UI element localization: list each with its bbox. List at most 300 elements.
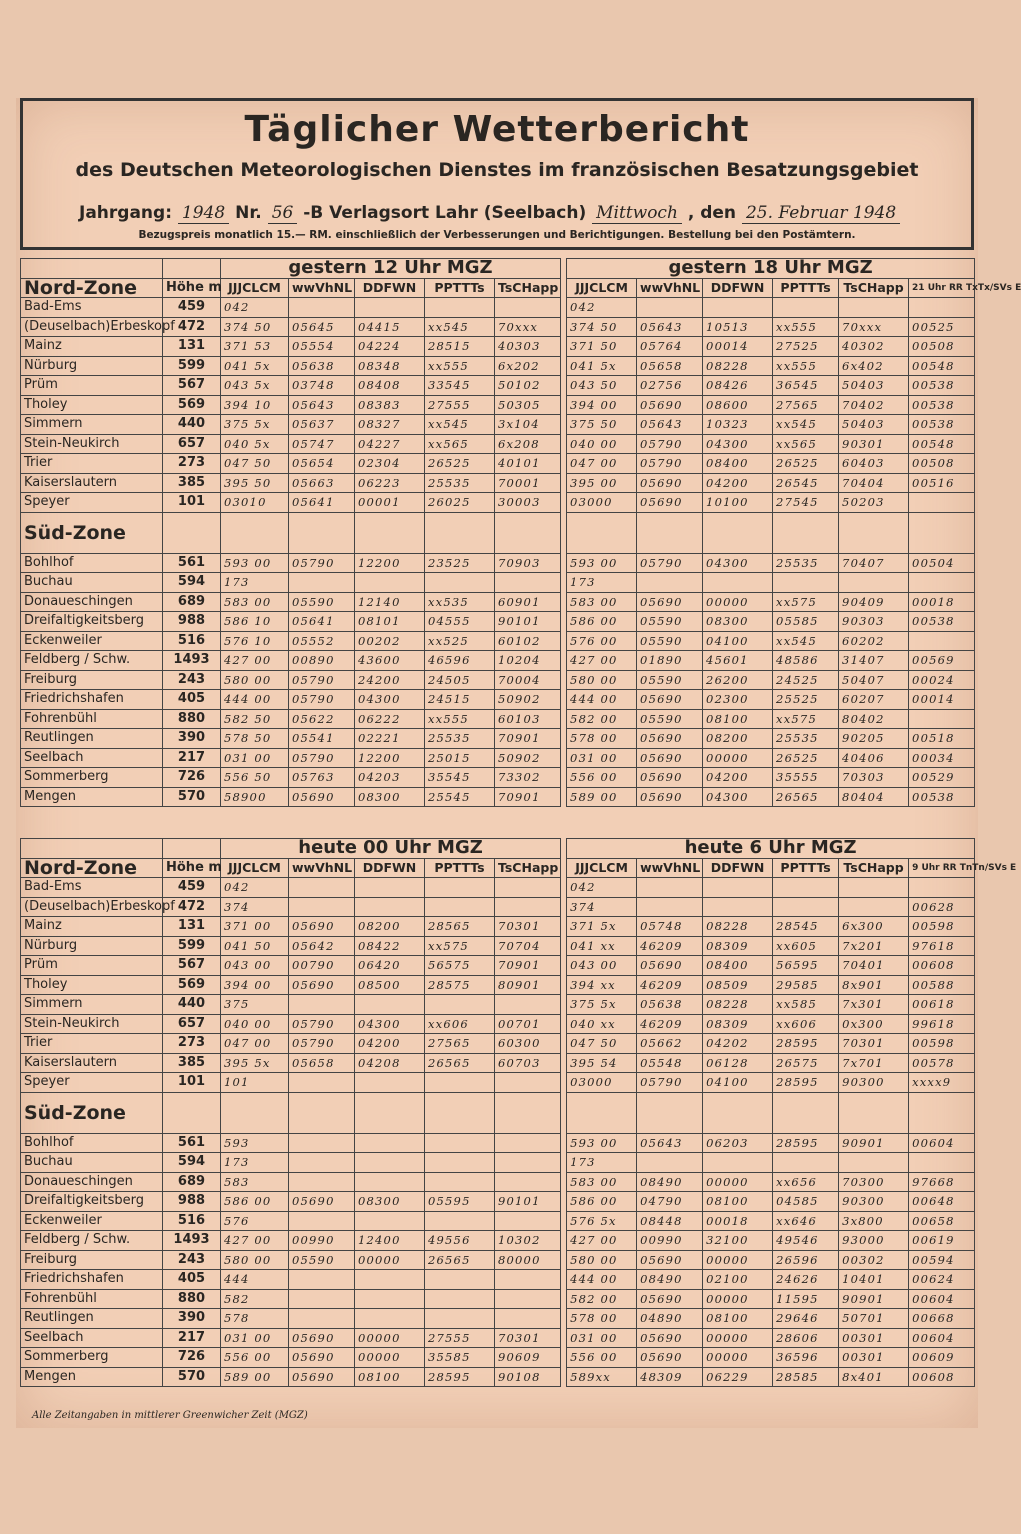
obs-value-right: 3x800 [839, 1211, 909, 1231]
obs-value-left: 05747 [289, 434, 355, 454]
obs-value-right: 27565 [773, 395, 839, 415]
obs-value-left: 08500 [355, 975, 425, 995]
obs-value-right: 05690 [637, 592, 703, 612]
station-name: Simmern [21, 995, 163, 1015]
obs-value-right: 08400 [703, 454, 773, 474]
station-name: (Deuselbach)Erbeskopf [21, 897, 163, 917]
col-heading-right: DDFWN [703, 858, 773, 878]
obs-value-right: xx575 [773, 592, 839, 612]
station-name: Fohrenbühl [21, 1289, 163, 1309]
col-heading-right: TsCHapp [839, 858, 909, 878]
obs-value-right: 00018 [703, 1211, 773, 1231]
obs-value-right: 35555 [773, 768, 839, 788]
obs-value-right: 00000 [703, 748, 773, 768]
obs-value-right: 05585 [773, 612, 839, 632]
col-heading-right: DDFWN [703, 278, 773, 298]
obs-value-right: 26565 [773, 787, 839, 807]
obs-value-right [909, 1153, 975, 1173]
corner-cell [21, 259, 163, 279]
obs-value-left: 60300 [495, 1034, 561, 1054]
obs-value-right: 70303 [839, 768, 909, 788]
station-name: Nürburg [21, 936, 163, 956]
obs-value-left [495, 995, 561, 1015]
station-hoehe: 516 [163, 1211, 221, 1231]
zone-spacer [567, 1092, 637, 1133]
station-hoehe: 440 [163, 995, 221, 1015]
obs-value-left: xx525 [425, 631, 495, 651]
obs-value-left [355, 573, 425, 593]
section-title-right: heute 6 Uhr MGZ [567, 839, 975, 859]
obs-value-right: 05764 [637, 337, 703, 357]
obs-value-left [289, 1289, 355, 1309]
obs-value-left: 589 00 [221, 1367, 289, 1387]
obs-value-left: 25545 [425, 787, 495, 807]
obs-value-right: 00516 [909, 473, 975, 493]
station-name: Donaueschingen [21, 592, 163, 612]
obs-value-right: 05638 [637, 995, 703, 1015]
obs-value-left: 395 50 [221, 473, 289, 493]
zone-spacer [355, 512, 425, 553]
obs-value-right: 25535 [773, 553, 839, 573]
obs-value-left: 05541 [289, 729, 355, 749]
den-label: , den [687, 203, 737, 223]
station-name: Mengen [21, 1367, 163, 1387]
obs-value-right: 08228 [703, 917, 773, 937]
obs-value-left: 00000 [355, 1348, 425, 1368]
obs-value-left: 04555 [425, 612, 495, 632]
obs-value-left: 60103 [495, 709, 561, 729]
obs-value-left [355, 995, 425, 1015]
obs-value-left: 12200 [355, 748, 425, 768]
obs-value-left: 05641 [289, 493, 355, 513]
issue-line [79, 203, 959, 223]
obs-value-left: 586 00 [221, 1192, 289, 1212]
obs-value-left [355, 1270, 425, 1290]
station-hoehe: 594 [163, 573, 221, 593]
obs-value-right: 031 00 [567, 748, 637, 768]
obs-value-right: 05590 [637, 709, 703, 729]
obs-value-right: 040 xx [567, 1014, 637, 1034]
obs-value-right: 042 [567, 878, 637, 898]
station-name: Sommerberg [21, 768, 163, 788]
obs-value-right: 10323 [703, 415, 773, 435]
obs-value-right: 444 00 [567, 1270, 637, 1290]
obs-value-left: 35585 [425, 1348, 495, 1368]
obs-value-left: 30003 [495, 493, 561, 513]
obs-value-left: 28565 [425, 917, 495, 937]
obs-value-right [637, 1153, 703, 1173]
obs-value-right: 28606 [773, 1328, 839, 1348]
obs-value-left: 427 00 [221, 1231, 289, 1251]
obs-value-right: 02100 [703, 1270, 773, 1290]
zone-spacer [289, 1092, 355, 1133]
zone-spacer [839, 1092, 909, 1133]
station-hoehe: 570 [163, 1367, 221, 1387]
station-name: Freiburg [21, 1250, 163, 1270]
obs-value-right: 40406 [839, 748, 909, 768]
obs-value-right [703, 298, 773, 318]
obs-value-left: 05654 [289, 454, 355, 474]
obs-value-left: 04300 [355, 690, 425, 710]
station-hoehe: 726 [163, 1348, 221, 1368]
obs-value-right: 047 50 [567, 1034, 637, 1054]
corner-cell-2 [163, 839, 221, 859]
obs-value-left: 27555 [425, 395, 495, 415]
section-title-left: heute 00 Uhr MGZ [221, 839, 561, 859]
obs-value-right: 26545 [773, 473, 839, 493]
zone-spacer [637, 1092, 703, 1133]
obs-value-left: 394 10 [221, 395, 289, 415]
obs-value-left: 70301 [495, 1328, 561, 1348]
obs-value-right: 40302 [839, 337, 909, 357]
obs-value-left: 40101 [495, 454, 561, 474]
station-hoehe: 599 [163, 936, 221, 956]
station-name: Kaiserslautern [21, 1053, 163, 1073]
zone-spacer [495, 1092, 561, 1133]
obs-value-left: 05790 [289, 690, 355, 710]
obs-value-left: 05790 [289, 1014, 355, 1034]
station-name: Prüm [21, 376, 163, 396]
obs-value-right: 26525 [773, 454, 839, 474]
station-hoehe: 273 [163, 1034, 221, 1054]
obs-value-left: 08408 [355, 376, 425, 396]
obs-value-left: 04208 [355, 1053, 425, 1073]
obs-value-right: 24626 [773, 1270, 839, 1290]
section-title-left: gestern 12 Uhr MGZ [221, 259, 561, 279]
obs-value-right: 25525 [773, 690, 839, 710]
obs-value-right: 593 00 [567, 553, 637, 573]
obs-value-left: 05638 [289, 356, 355, 376]
obs-value-right: 582 00 [567, 709, 637, 729]
obs-value-left: 05643 [289, 395, 355, 415]
obs-value-right [703, 878, 773, 898]
obs-value-left: 173 [221, 573, 289, 593]
station-name: Nürburg [21, 356, 163, 376]
obs-value-left [289, 897, 355, 917]
obs-value-left: 031 00 [221, 1328, 289, 1348]
obs-value-right: 01890 [637, 651, 703, 671]
obs-value-right: 46209 [637, 936, 703, 956]
col-heading-left: TsCHapp [495, 858, 561, 878]
obs-value-right: 70301 [839, 1034, 909, 1054]
obs-value-right: 90300 [839, 1073, 909, 1093]
station-name: Friedrichshafen [21, 1270, 163, 1290]
station-name: Bad-Ems [21, 878, 163, 898]
station-hoehe: 988 [163, 612, 221, 632]
obs-value-right: 582 00 [567, 1289, 637, 1309]
obs-value-left: 70xxx [495, 317, 561, 337]
nr-label: Nr. [235, 203, 262, 223]
obs-value-right: 173 [567, 1153, 637, 1173]
obs-value-left: 80000 [495, 1250, 561, 1270]
obs-value-left: 05641 [289, 612, 355, 632]
obs-value-right: 08309 [703, 1014, 773, 1034]
obs-value-right [909, 573, 975, 593]
obs-value-left: 05690 [289, 1192, 355, 1212]
obs-value-left: 26525 [425, 454, 495, 474]
obs-value-left: 371 53 [221, 337, 289, 357]
obs-value-right: 00301 [839, 1328, 909, 1348]
zone-spacer [221, 512, 289, 553]
obs-value-left: 031 00 [221, 748, 289, 768]
obs-value-right: 00598 [909, 1034, 975, 1054]
obs-value-left: 12200 [355, 553, 425, 573]
obs-value-right: 00538 [909, 415, 975, 435]
obs-value-left [289, 995, 355, 1015]
obs-value-right: 00518 [909, 729, 975, 749]
obs-value-right: 05690 [637, 787, 703, 807]
station-hoehe: 385 [163, 473, 221, 493]
obs-value-right [637, 573, 703, 593]
obs-value-right: 56595 [773, 956, 839, 976]
col-heading-right: JJJCLCM [567, 858, 637, 878]
obs-value-left: 70001 [495, 473, 561, 493]
obs-value-left: 70901 [495, 729, 561, 749]
obs-value-right: 05690 [637, 395, 703, 415]
obs-value-right: 04790 [637, 1192, 703, 1212]
obs-value-right: 28595 [773, 1133, 839, 1153]
obs-value-right: 00301 [839, 1348, 909, 1368]
obs-value-right: 03000 [567, 1073, 637, 1093]
obs-value-left [289, 878, 355, 898]
obs-value-left [355, 878, 425, 898]
obs-value-right: 70407 [839, 553, 909, 573]
obs-value-right: 8x901 [839, 975, 909, 995]
obs-value-left [355, 1133, 425, 1153]
obs-value-left: 25535 [425, 473, 495, 493]
obs-value-right: 04300 [703, 787, 773, 807]
obs-value-left: 12140 [355, 592, 425, 612]
obs-value-right: 05690 [637, 748, 703, 768]
obs-value-left: 73302 [495, 768, 561, 788]
report-subtitle: des Deutschen Meteorologischen Dienstes im französischen Besatzungsgebiet [75, 159, 919, 181]
obs-value-left: 593 [221, 1133, 289, 1153]
obs-value-left: 05690 [289, 1328, 355, 1348]
obs-value-right: 556 00 [567, 768, 637, 788]
obs-value-left: 05690 [289, 787, 355, 807]
station-name: Eckenweiler [21, 1211, 163, 1231]
station-name: Fohrenbühl [21, 709, 163, 729]
obs-value-left: 04200 [355, 1034, 425, 1054]
obs-value-left: 02304 [355, 454, 425, 474]
obs-value-right: xx555 [773, 356, 839, 376]
obs-value-left: 00790 [289, 956, 355, 976]
obs-value-right: 00000 [703, 1289, 773, 1309]
obs-value-left [355, 1172, 425, 1192]
station-hoehe: 880 [163, 709, 221, 729]
obs-value-right: 00529 [909, 768, 975, 788]
station-hoehe: 1493 [163, 1231, 221, 1251]
zone-spacer [773, 1092, 839, 1133]
obs-value-left: 50305 [495, 395, 561, 415]
date-value: 25. Februar 1948 [742, 203, 900, 224]
obs-value-right: 05790 [637, 454, 703, 474]
obs-value-left: 05658 [289, 1053, 355, 1073]
obs-value-right: 00618 [909, 995, 975, 1015]
obs-value-right: 26575 [773, 1053, 839, 1073]
obs-value-right: 00548 [909, 356, 975, 376]
obs-value-left [425, 1270, 495, 1290]
obs-value-left: 00701 [495, 1014, 561, 1034]
obs-value-left: 041 50 [221, 936, 289, 956]
obs-value-left [425, 1153, 495, 1173]
obs-value-left: 70901 [495, 787, 561, 807]
obs-value-left: 101 [221, 1073, 289, 1093]
obs-value-right: 46209 [637, 1014, 703, 1034]
obs-value-left: 08300 [355, 1192, 425, 1212]
obs-value-left: 593 00 [221, 553, 289, 573]
obs-value-right: 11595 [773, 1289, 839, 1309]
footnote: Alle Zeitangaben in mittlerer Greenwicher Zeit (MGZ) [32, 1410, 308, 1421]
obs-value-right: 00604 [909, 1133, 975, 1153]
obs-value-left: 375 [221, 995, 289, 1015]
obs-value-left: 042 [221, 878, 289, 898]
obs-value-left [425, 1133, 495, 1153]
obs-value-right: 90205 [839, 729, 909, 749]
station-name: Seelbach [21, 1328, 163, 1348]
obs-value-right: 05690 [637, 690, 703, 710]
obs-value-right: 586 00 [567, 612, 637, 632]
station-hoehe: 405 [163, 690, 221, 710]
obs-value-right: 97618 [909, 936, 975, 956]
obs-value-right: 04300 [703, 553, 773, 573]
station-hoehe: 561 [163, 553, 221, 573]
hoehe-heading: Höhe m [163, 278, 221, 298]
obs-value-left: 00000 [355, 1328, 425, 1348]
obs-value-right: 06203 [703, 1133, 773, 1153]
station-hoehe: 459 [163, 878, 221, 898]
obs-value-left: 05637 [289, 415, 355, 435]
obs-value-right: 586 00 [567, 1192, 637, 1212]
obs-value-right: 040 00 [567, 434, 637, 454]
obs-value-right: 50403 [839, 415, 909, 435]
zone-spacer [425, 512, 495, 553]
obs-value-right: 00538 [909, 612, 975, 632]
col-heading-right: wwVhNL [637, 278, 703, 298]
obs-value-right: 00014 [703, 337, 773, 357]
obs-value-left [425, 1073, 495, 1093]
obs-value-right: 8x401 [839, 1367, 909, 1387]
obs-value-right: 00000 [703, 1328, 773, 1348]
station-name: Dreifaltigkeitsberg [21, 612, 163, 632]
station-hoehe: 599 [163, 356, 221, 376]
obs-value-right: 05548 [637, 1053, 703, 1073]
obs-value-left: 047 50 [221, 454, 289, 474]
obs-value-left [289, 1073, 355, 1093]
col-heading-left: PPTTTs [425, 858, 495, 878]
obs-value-left: xx545 [425, 317, 495, 337]
station-name: Tholey [21, 975, 163, 995]
obs-value-right: 08228 [703, 356, 773, 376]
obs-value-right: xx575 [773, 709, 839, 729]
obs-value-left: 56575 [425, 956, 495, 976]
station-hoehe: 131 [163, 917, 221, 937]
obs-value-right: 26200 [703, 670, 773, 690]
obs-value-left: 25015 [425, 748, 495, 768]
obs-value-right: 00578 [909, 1053, 975, 1073]
obs-value-left: 578 [221, 1309, 289, 1329]
station-hoehe: 516 [163, 631, 221, 651]
obs-value-left: 43600 [355, 651, 425, 671]
station-hoehe: 569 [163, 975, 221, 995]
obs-value-left: 00890 [289, 651, 355, 671]
obs-value-left [495, 1289, 561, 1309]
obs-value-right: 576 5x [567, 1211, 637, 1231]
jahrgang-value: 1948 [178, 203, 229, 224]
obs-value-right [909, 631, 975, 651]
obs-value-right [637, 897, 703, 917]
obs-value-right: 05790 [637, 553, 703, 573]
obs-value-right: 00538 [909, 395, 975, 415]
obs-value-right: 90301 [839, 434, 909, 454]
obs-value-left: 05590 [289, 1250, 355, 1270]
obs-value-right: 05590 [637, 670, 703, 690]
obs-value-right: 041 5x [567, 356, 637, 376]
obs-value-left [425, 573, 495, 593]
obs-value-right: 00604 [909, 1328, 975, 1348]
obs-value-right: 08509 [703, 975, 773, 995]
obs-value-right: 05658 [637, 356, 703, 376]
obs-value-left: 70901 [495, 956, 561, 976]
zone-spacer [909, 1092, 975, 1133]
obs-value-right: 00619 [909, 1231, 975, 1251]
station-hoehe: 570 [163, 787, 221, 807]
corner-cell-2 [163, 259, 221, 279]
obs-value-right: 593 00 [567, 1133, 637, 1153]
obs-value-left: 374 50 [221, 317, 289, 337]
station-name: Reutlingen [21, 1309, 163, 1329]
obs-value-right: 427 00 [567, 1231, 637, 1251]
obs-value-right: 80404 [839, 787, 909, 807]
obs-value-left: 50102 [495, 376, 561, 396]
obs-value-left [355, 1153, 425, 1173]
obs-value-left [425, 878, 495, 898]
obs-value-right: 00628 [909, 897, 975, 917]
obs-value-right: 31407 [839, 651, 909, 671]
station-hoehe: 390 [163, 1309, 221, 1329]
obs-value-left: 50902 [495, 690, 561, 710]
obs-value-left: 90101 [495, 612, 561, 632]
obs-value-left [289, 1153, 355, 1173]
station-hoehe: 440 [163, 415, 221, 435]
station-hoehe: 594 [163, 1153, 221, 1173]
obs-value-left: 06420 [355, 956, 425, 976]
station-hoehe: 217 [163, 748, 221, 768]
obs-value-right: 375 5x [567, 995, 637, 1015]
obs-value-right: 48309 [637, 1367, 703, 1387]
obs-value-left: 26025 [425, 493, 495, 513]
obs-value-left: 05690 [289, 1348, 355, 1368]
obs-value-right: 374 50 [567, 317, 637, 337]
obs-value-right: 00609 [909, 1348, 975, 1368]
obs-value-left [289, 1270, 355, 1290]
obs-value-right: 00000 [703, 592, 773, 612]
obs-value-right: 7x701 [839, 1053, 909, 1073]
obs-value-left: 00202 [355, 631, 425, 651]
obs-value-right: 043 50 [567, 376, 637, 396]
station-hoehe: 988 [163, 1192, 221, 1212]
obs-value-right: 6x300 [839, 917, 909, 937]
obs-value-left: xx555 [425, 709, 495, 729]
obs-value-right: 580 00 [567, 670, 637, 690]
station-name: Donaueschingen [21, 1172, 163, 1192]
obs-value-left [355, 1073, 425, 1093]
obs-value-right: 10401 [839, 1270, 909, 1290]
obs-value-left [289, 1211, 355, 1231]
station-name: Reutlingen [21, 729, 163, 749]
obs-value-left [355, 1289, 425, 1309]
obs-value-left: 03010 [221, 493, 289, 513]
